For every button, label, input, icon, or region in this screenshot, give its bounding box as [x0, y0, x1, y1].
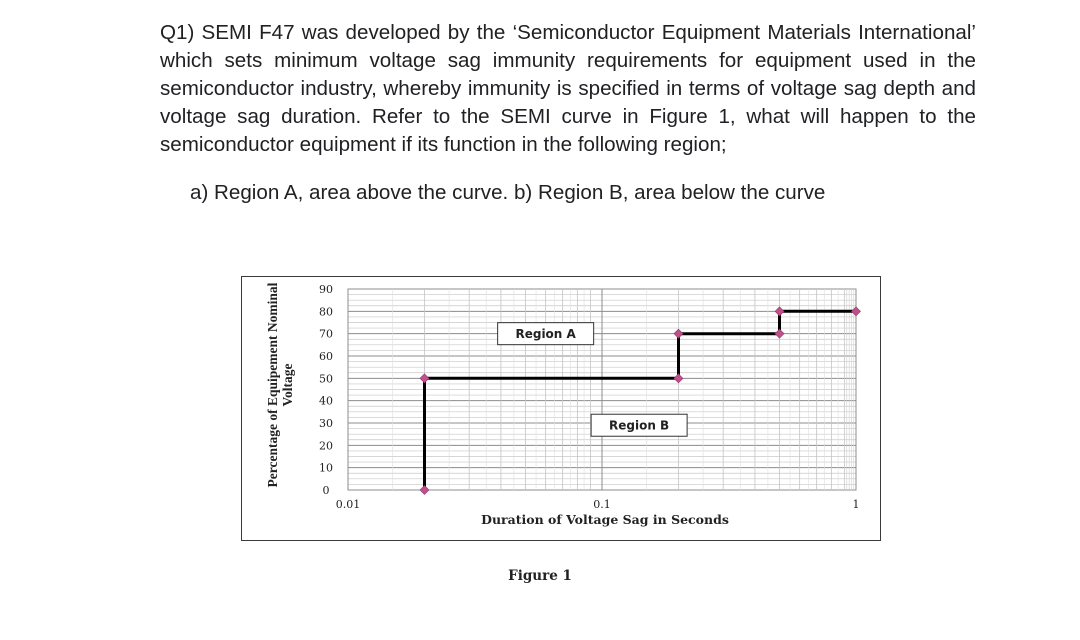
question-text: Q1) SEMI F47 was developed by the ‘Semiconductor Equipment Materials International’ which sets minimum voltage sag immunity requirements for equipment used in the semiconductor industry, whereby immunity is specified in terms of voltage sag depth and voltage sag duration. Refer to the SEMI curve in Figure 1, what will happen to the semiconductor equipment if its function in the following region; [160, 21, 976, 156]
y-axis-label-container [258, 280, 302, 490]
y-tick-label: 10 [319, 461, 333, 475]
data-point-marker [420, 486, 429, 495]
y-axis-label: Percentage of Equipement Nominal Voltage [265, 282, 295, 488]
question-options: a) Region A, area above the curve. b) Region B, area below the curve [190, 181, 826, 204]
data-point-marker [420, 374, 429, 383]
x-tick-label: 0.1 [593, 498, 611, 511]
data-point-marker [674, 329, 683, 338]
y-tick-label: 40 [319, 394, 333, 408]
y-tick-label: 20 [319, 439, 333, 453]
y-tick-label: 30 [319, 417, 333, 430]
y-tick-label: 80 [319, 305, 333, 319]
data-point-marker [852, 307, 861, 316]
data-point-marker [775, 307, 784, 316]
y-tick-label: 90 [319, 283, 333, 296]
y-tick-label: 0 [322, 484, 330, 497]
region-a-label: Region A [515, 327, 576, 342]
y-tick-label: 60 [319, 350, 333, 363]
data-point-marker [674, 374, 683, 383]
x-axis-label: Duration of Voltage Sag in Seconds [481, 512, 729, 527]
data-point-marker [775, 329, 784, 338]
y-tick-label: 70 [319, 327, 333, 341]
region-b-label: Region B [609, 418, 670, 433]
figure-caption: Figure 1 [508, 568, 572, 584]
x-tick-label: 0.01 [335, 498, 361, 511]
y-tick-label: 50 [319, 372, 333, 386]
x-tick-label: 1 [852, 498, 860, 511]
